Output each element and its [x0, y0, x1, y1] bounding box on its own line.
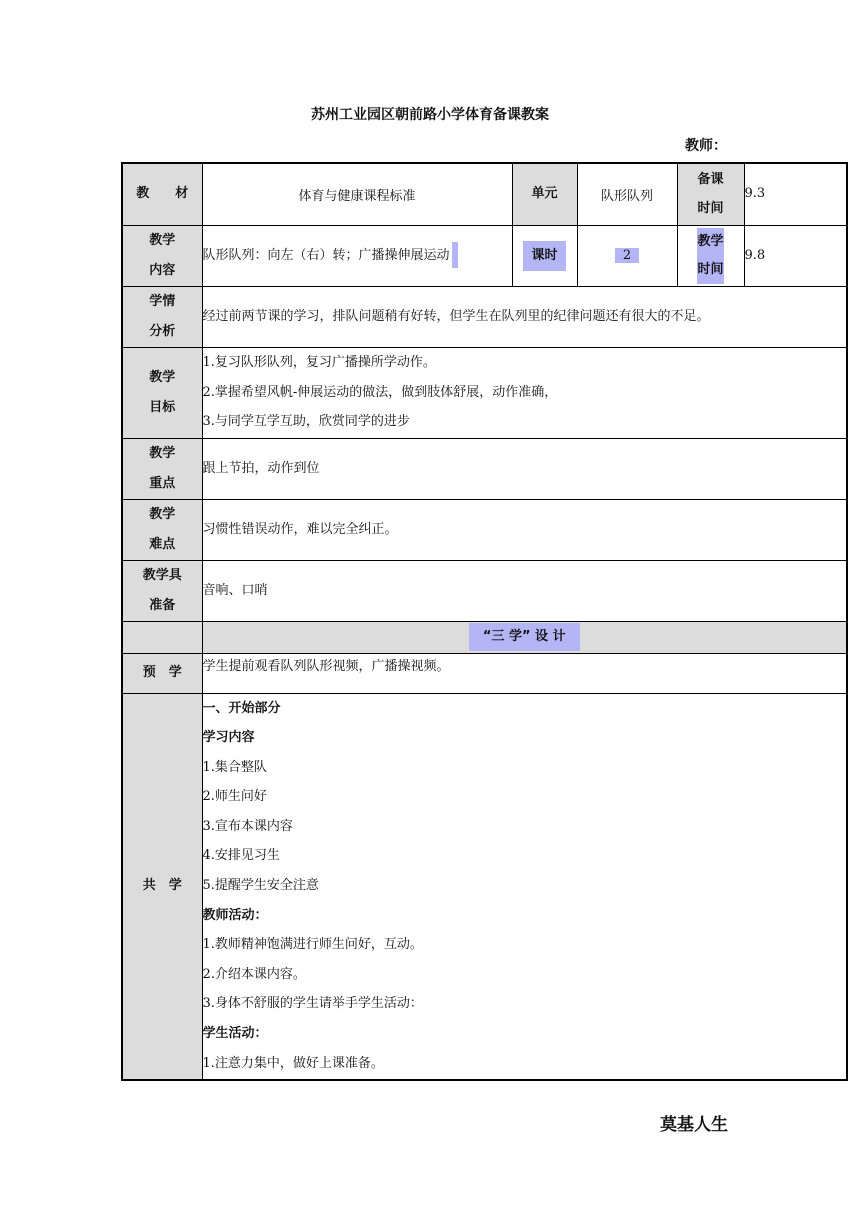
prep-time-label-line1: 备课 [697, 171, 724, 187]
list-item: 4.安排见习生 [202, 848, 280, 864]
table-row [122, 347, 847, 438]
goal-item: 2.掌握希望风帆-伸展运动的做法，做到肢体舒展，动作准确， [202, 384, 558, 400]
preview-label: 预 学 [122, 653, 202, 693]
period-value [577, 225, 677, 286]
table-row [122, 653, 847, 693]
table-row [122, 621, 847, 653]
unit-value: 队形队列 [577, 163, 677, 225]
teach-time-label-text1: 教学 [697, 228, 723, 256]
table-row [122, 225, 847, 286]
analysis-label [122, 286, 202, 347]
unit-label: 单元 [512, 163, 577, 225]
design-header [202, 621, 847, 653]
table-row [122, 286, 847, 347]
teach-time-label-line2 [678, 256, 744, 284]
key-points-label-line1: 教学 [149, 445, 176, 461]
list-item: 3.宣布本课内容 [202, 818, 293, 834]
material-value: 体育与健康课程标准 [202, 163, 512, 225]
table-row [122, 499, 847, 560]
content-value [202, 225, 512, 286]
table-row [122, 163, 847, 225]
analysis-label-line2: 分析 [149, 323, 176, 339]
difficulties-text: 习惯性错误动作，难以完全纠正。 [202, 499, 847, 560]
colearn-label: 共 学 [122, 693, 202, 1080]
difficulties-label-line2: 难点 [149, 536, 176, 552]
colearn-student-heading: 学生活动： [202, 1026, 268, 1042]
table-row [122, 693, 847, 1080]
colearn-teacher-heading: 教师活动： [202, 907, 268, 923]
table-row [122, 560, 847, 621]
content-label-line2: 内容 [149, 262, 176, 278]
design-header-blank [122, 621, 202, 653]
equipment-label-line1: 教学具 [142, 567, 182, 583]
analysis-label-line1: 学情 [149, 293, 176, 309]
analysis-text: 经过前两节课的学习，排队问题稍有好转，但学生在队列里的纪律问题还有很大的不足。 [202, 286, 847, 347]
content-label [122, 225, 202, 286]
difficulties-label [122, 499, 202, 560]
key-points-label [122, 438, 202, 499]
footer-text: 莫基人生 [660, 1115, 728, 1135]
table-row [122, 438, 847, 499]
content-label-line1: 教学 [149, 232, 176, 248]
equipment-label [122, 560, 202, 621]
equipment-text: 音响、口哨 [202, 560, 847, 621]
goal-item: 1.复习队形队列，复习广播操所学动作。 [202, 355, 436, 371]
colearn-section-title: 一、开始部分 [202, 700, 281, 716]
page-title: 苏州工业园区朝前路小学体育备课教案 [311, 107, 549, 123]
prep-time-label [677, 163, 744, 225]
prep-time-label-line2: 时间 [697, 201, 724, 217]
teach-time-label [677, 225, 744, 286]
content-text: 队形队列：向左（右）转；广播操伸展运动 [202, 247, 450, 263]
colearn-content [202, 693, 847, 1080]
lesson-plan-table [121, 162, 848, 1081]
period-label [512, 225, 577, 286]
preview-text: 学生提前观看队列队形视频，广播操视频。 [202, 653, 847, 693]
difficulties-label-line1: 教学 [149, 506, 176, 522]
list-item: 2.介绍本课内容。 [202, 966, 306, 982]
list-item: 2.师生问好 [202, 789, 267, 805]
period-value-text: 2 [615, 248, 639, 263]
teach-time-value: 9.8 [744, 225, 847, 286]
key-points-text: 跟上节拍，动作到位 [202, 438, 847, 499]
teach-time-label-text2: 时间 [697, 256, 723, 284]
list-item: 1.教师精神饱满进行师生问好，互动。 [202, 937, 423, 953]
teach-time-label-line1 [678, 228, 744, 256]
list-item: 1.注意力集中，做好上课准备。 [202, 1055, 384, 1071]
goals-list [202, 347, 847, 438]
prep-time-value: 9.3 [744, 163, 847, 225]
equipment-label-line2: 准备 [149, 597, 176, 613]
goals-label-line2: 目标 [149, 399, 176, 415]
goals-label-line1: 教学 [149, 369, 176, 385]
goal-item: 3.与同学互学互助，欣赏同学的进步 [202, 414, 410, 430]
list-item: 5.提醒学生安全注意 [202, 878, 319, 894]
goals-label [122, 347, 202, 438]
design-header-text: “三 学” 设 计 [469, 623, 580, 651]
material-label: 教 材 [122, 163, 202, 225]
content-highlight-mark [452, 242, 458, 268]
teacher-label: 教师： [685, 138, 727, 154]
period-label-text: 课时 [523, 241, 565, 271]
key-points-label-line2: 重点 [149, 475, 176, 491]
list-item: 3.身体不舒服的学生请举手学生活动： [202, 996, 423, 1012]
colearn-content-heading: 学习内容 [202, 730, 255, 746]
list-item: 1.集合整队 [202, 759, 267, 775]
